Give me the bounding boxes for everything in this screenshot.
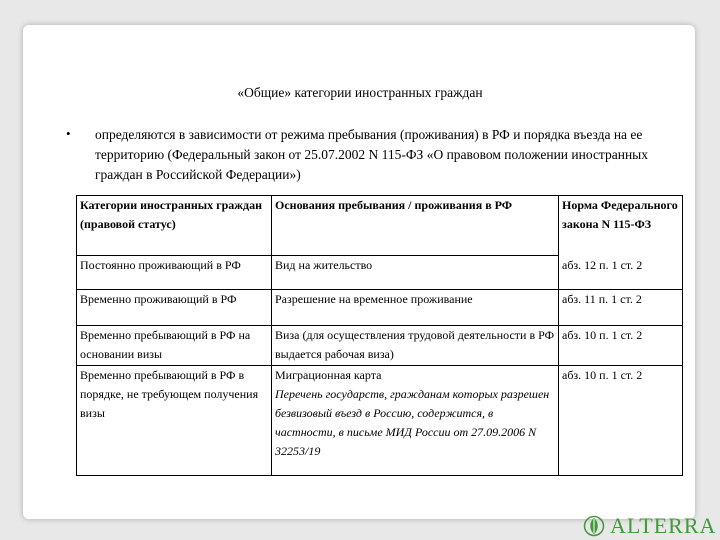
categories-table bbox=[76, 195, 683, 476]
cell-basis: Виза (для осуществления трудовой деятельности в РФ выдается рабочая виза) bbox=[272, 326, 559, 366]
table-row bbox=[77, 366, 683, 476]
leaf-globe-icon bbox=[583, 515, 605, 537]
bullet-marker: • bbox=[66, 126, 71, 141]
cell-basis: Разрешение на временное проживание bbox=[272, 290, 559, 326]
cell-norm: абз. 11 п. 1 ст. 2 bbox=[559, 290, 683, 326]
table-row bbox=[77, 256, 683, 290]
cell-norm: абз. 10 п. 1 ст. 2 bbox=[559, 326, 683, 366]
cell-norm: абз. 12 п. 1 ст. 2 bbox=[559, 256, 683, 290]
table-row bbox=[77, 290, 683, 326]
cell-category: Постоянно проживающий в РФ bbox=[77, 256, 272, 290]
cell-basis: Миграционная карта bbox=[275, 368, 382, 382]
table-row bbox=[77, 326, 683, 366]
logo-text: ALTERRA bbox=[610, 513, 717, 538]
cell-category: Временно пребывающий в РФ в порядке, не требующем получения визы bbox=[77, 366, 272, 476]
cell-norm: абз. 10 п. 1 ст. 2 bbox=[559, 366, 683, 476]
slide-title: «Общие» категории иностранных граждан bbox=[237, 85, 483, 100]
cell-basis: Вид на жительство bbox=[272, 256, 559, 290]
header-basis: Основания пребывания / проживания в РФ bbox=[272, 196, 559, 256]
cell-basis-note: Перечень государств, гражданам которых разрешен безвизовый въезд в Россию, содержится, в частности, в письме МИД России от 27.09.2006 N 32253/19 bbox=[275, 387, 550, 458]
cell-basis-group bbox=[272, 366, 559, 476]
alterra-logo bbox=[583, 513, 716, 539]
header-category: Категории иностранных граждан (правовой статус) bbox=[77, 196, 272, 256]
header-norm: Норма Федерального закона N 115-ФЗ bbox=[559, 196, 683, 256]
table-header-row bbox=[77, 196, 683, 256]
bullet-text: определяются в зависимости от режима пребывания (проживания) в РФ и порядка въезда на ее территорию (Федеральный закон от 25.07.2002 N 115-ФЗ «О правовом положении иностранных граждан в Российской Федерации») bbox=[95, 127, 649, 182]
cell-category: Временно проживающий в РФ bbox=[77, 290, 272, 326]
cell-category: Временно пребывающий в РФ на основании визы bbox=[77, 326, 272, 366]
